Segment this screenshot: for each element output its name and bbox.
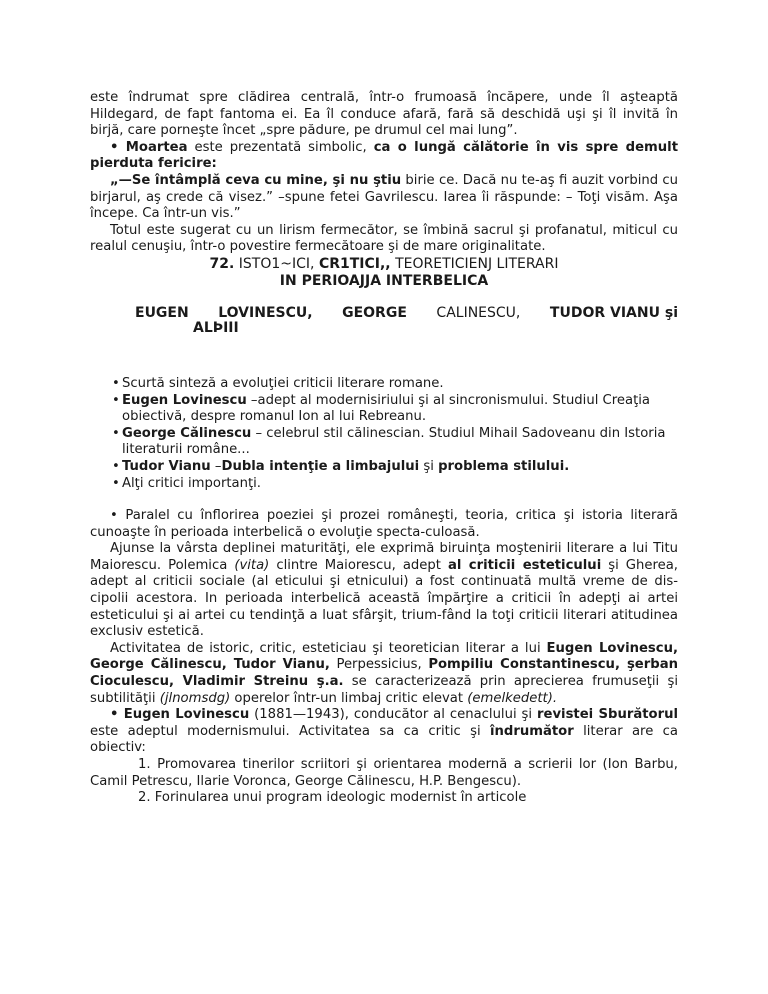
text-run: Perpessicius, bbox=[329, 657, 429, 673]
paragraph-intro: este îndrumat spre clădirea centrală, într-o frumoasă încăpere, unde îl aşteaptă Hildegard, de fapt fantoma ei. Ea îl conduce afară, fară să deschidă uşi şi îl invită în birjă, care porneşte încet „spre pădure, pe drumul cel mai lung”. bbox=[90, 90, 678, 139]
paragraph-quote bbox=[90, 173, 678, 223]
moartea-bold: • Moartea bbox=[110, 139, 188, 155]
author-vianu: TUDOR VIANU şi bbox=[549, 304, 678, 321]
numbered-item-2 bbox=[90, 790, 678, 807]
numbered-item-text: 1. Promovarea tinerilor scriitori şi orientarea modernă a scrierii lor (Ion Barbu, Camil Petrescu, Ilarie Voronca, George Călinescu, H.P. Bengescu). bbox=[90, 757, 678, 789]
heading-part-c: TEORETICIENJ LITERARI bbox=[390, 255, 559, 272]
quote-text: birie ce. Dacă nu te-aş fi auzit vorbind cu birjarul, aş crede că visez.” –spune fetei Gavrilescu. Iarea îi răspunde: – Toţi visăm. Aşa începe. Ca într-un vis.” bbox=[90, 172, 679, 222]
list-item-text: şi bbox=[419, 458, 439, 474]
document-page bbox=[90, 90, 678, 807]
text-run: Ajunse la vârsta deplinei maturităţi, ele exprimă biruinţa moştenirii literare a lui Titu Maiorescu. Polemica bbox=[90, 541, 678, 573]
text-run: şi Gherea, adept al criticii sociale (al eticului şi etnicului) a fost continuată multă vreme de dis-cipolii acestora. In perioada interbelică această împărţire a criticii în adepţi ai artei esteticului şi ai artei cu tendinţă a luat sfârşit, trium-fând la toţi criticii literari atitudinea exclusiv estetică. bbox=[90, 557, 678, 640]
text-run: operelor într-un limbaj critic elevat bbox=[230, 690, 468, 706]
moartea-bold-2: ca o lungă călătorie în vis spre demult pierduta fericire: bbox=[90, 139, 678, 172]
text-run: este adeptul modernismului. Activitatea sa ca critic şi bbox=[90, 723, 490, 739]
list-item-bold: Dubla intenţie a limbajului bbox=[221, 458, 420, 474]
author-calinescu: CALINESCU, bbox=[436, 304, 521, 321]
heading-number: 72. bbox=[209, 255, 235, 272]
paragraph-moartea bbox=[90, 140, 678, 173]
list-item bbox=[112, 426, 678, 459]
paragraph-lovinescu bbox=[90, 707, 678, 757]
bold-run: revistei Sburătorul bbox=[537, 707, 679, 723]
author-lovinescu: LOVINESCU, bbox=[218, 304, 313, 321]
paragraph-activitatea bbox=[90, 641, 678, 707]
list-item bbox=[112, 393, 678, 426]
numbered-item-text: 2. Forinularea unui program ideologic modernist în articole bbox=[138, 790, 527, 806]
list-item-text: –adept al modernisiriului şi al sincronismului. Studiul Creaţia obiectivă, despre romanul Ion al lui Rebreanu. bbox=[122, 392, 650, 425]
list-item-bold: Tudor Vianu bbox=[122, 458, 211, 474]
text-run: clintre Maiorescu, adept bbox=[269, 557, 448, 573]
list-item-text: – celebrul stil călinescian. Studiul Mihail Sadoveanu din Istoria literaturii române... bbox=[122, 425, 666, 458]
section-heading bbox=[90, 256, 678, 273]
italic-run: (jlnomsdg) bbox=[159, 690, 231, 706]
paragraph-maiorescu bbox=[90, 541, 678, 641]
summary-list bbox=[112, 376, 678, 492]
author-george: GEORGE bbox=[342, 304, 407, 321]
text-run: literar are ca obiectiv: bbox=[90, 723, 678, 756]
list-item bbox=[112, 459, 678, 476]
italic-run: (emelkedett). bbox=[467, 690, 558, 706]
text-run: se caracterizează prin aprecierea frumuseţii şi subtilităţii bbox=[90, 674, 678, 706]
author-altii: ALÞIII bbox=[193, 319, 239, 336]
heading-part-b: CR1TICI,, bbox=[318, 255, 391, 272]
bold-run: îndrumător bbox=[489, 723, 574, 739]
list-item-bold: problema stilului. bbox=[438, 458, 570, 474]
numbered-item-1 bbox=[90, 757, 678, 790]
list-item: • Scurtă sinteză a evoluţiei criticii literare romane. bbox=[112, 376, 678, 393]
bold-run: • Eugen Lovinescu bbox=[110, 707, 250, 723]
quote-bold: „—Se întâmplă ceva cu mine, şi nu ştiu bbox=[110, 172, 402, 188]
paragraph-summary: Totul este sugerat cu un lirism fermecător, se îmbină sacrul şi profanatul, miticul cu realul cenuşiu, într-o povestire fermecătoare şi de mare originalitate. bbox=[90, 222, 678, 255]
authors-line bbox=[90, 306, 678, 336]
list-item-bold: Eugen Lovinescu bbox=[122, 392, 247, 408]
moartea-text: este prezentată simbolic, bbox=[187, 139, 374, 155]
bold-run: Pompiliu Constantinescu, şerban Cioculescu, Vladimir Streinu ş.a. bbox=[90, 657, 678, 690]
heading-part-a: ISTO1~ICI, bbox=[234, 255, 319, 272]
section-subheading: IN PERIOAJJA INTERBELICA bbox=[279, 272, 489, 289]
bold-run: Eugen Lovinescu, George Călinescu, Tudor Vianu, bbox=[90, 640, 678, 673]
author-eugen: EUGEN bbox=[135, 304, 189, 321]
paragraph-paralel: • Paralel cu înflorirea poeziei şi prozei româneşti, teoria, critica şi istoria literară cunoaşte în perioada interbelică o evoluţie specta-culoasă. bbox=[90, 508, 678, 540]
italic-run: (vita) bbox=[234, 557, 270, 573]
text-run: Activitatea de istoric, critic, esteticiau şi teoretician literar a lui bbox=[110, 640, 547, 656]
list-item-text: – bbox=[210, 458, 222, 474]
text-run: (1881—1943), conducător al cenaclului şi bbox=[249, 707, 537, 723]
list-item: • Alţi critici importanţi. bbox=[112, 476, 678, 493]
list-item-bold: George Călinescu bbox=[122, 425, 252, 441]
bold-run: al criticii esteticului bbox=[447, 557, 602, 573]
